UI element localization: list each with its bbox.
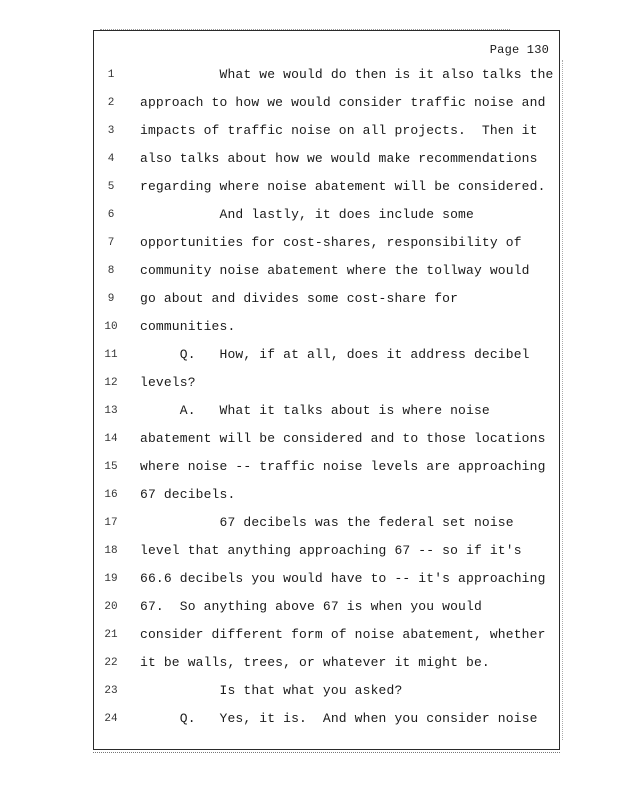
line-number: 15 <box>104 461 118 473</box>
line-text: approach to how we would consider traffic noise and <box>140 95 546 110</box>
transcript-line <box>94 456 559 484</box>
line-text: Is that what you asked? <box>140 683 403 698</box>
transcript-line <box>94 260 559 288</box>
line-number: 4 <box>107 153 115 165</box>
transcript-line <box>94 428 559 456</box>
line-number: 18 <box>104 545 118 557</box>
line-text: community noise abatement where the tollway would <box>140 263 530 278</box>
line-number: 3 <box>107 125 115 137</box>
line-number: 22 <box>104 657 118 669</box>
transcript-line <box>94 624 559 652</box>
line-text: level that anything approaching 67 -- so if it's <box>140 543 522 558</box>
line-text: A. What it talks about is where noise <box>140 403 490 418</box>
line-number: 16 <box>104 489 118 501</box>
line-text: communities. <box>140 319 236 334</box>
line-number: 24 <box>104 713 118 725</box>
line-number: 6 <box>107 209 115 221</box>
line-number: 14 <box>104 433 118 445</box>
transcript-line <box>94 512 559 540</box>
line-number: 12 <box>104 377 118 389</box>
transcript-line <box>94 176 559 204</box>
line-text: consider different form of noise abatement, whether <box>140 627 546 642</box>
line-text: 67 decibels. <box>140 487 236 502</box>
transcript-line <box>94 568 559 596</box>
line-number: 7 <box>107 237 115 249</box>
line-text: 67 decibels was the federal set noise <box>140 515 514 530</box>
transcript-line <box>94 120 559 148</box>
transcript-line <box>94 680 559 708</box>
transcript-line <box>94 652 559 680</box>
line-number: 11 <box>104 349 118 361</box>
line-number: 10 <box>104 321 118 333</box>
line-text: 67. So anything above 67 is when you would <box>140 599 482 614</box>
transcript-line <box>94 372 559 400</box>
line-number: 13 <box>104 405 118 417</box>
line-number: 20 <box>104 601 118 613</box>
line-text: 66.6 decibels you would have to -- it's approaching <box>140 571 546 586</box>
transcript-line <box>94 204 559 232</box>
line-text: abatement will be considered and to those locations <box>140 431 546 446</box>
line-text: also talks about how we would make recommendations <box>140 151 538 166</box>
line-text: Q. Yes, it is. And when you consider noise <box>140 711 538 726</box>
transcript-line <box>94 316 559 344</box>
transcript-line <box>94 540 559 568</box>
transcript-line <box>94 484 559 512</box>
transcript-line <box>94 64 559 92</box>
transcript-line <box>94 232 559 260</box>
line-text: What we would do then is it also talks the <box>140 67 554 82</box>
line-text: where noise -- traffic noise levels are approaching <box>140 459 546 474</box>
line-text: it be walls, trees, or whatever it might be. <box>140 655 490 670</box>
transcript-line <box>94 596 559 624</box>
line-number: 23 <box>104 685 118 697</box>
line-text: regarding where noise abatement will be considered. <box>140 179 546 194</box>
transcript-line <box>94 344 559 372</box>
right-margin-dots <box>562 60 563 740</box>
line-text: go about and divides some cost-share for <box>140 291 459 306</box>
page-number: Page 130 <box>489 43 549 57</box>
line-number: 21 <box>104 629 118 641</box>
transcript-line <box>94 288 559 316</box>
transcript-line <box>94 400 559 428</box>
transcript-line <box>94 708 559 736</box>
transcript-page <box>93 30 560 750</box>
line-text: levels? <box>140 375 196 390</box>
line-text: And lastly, it does include some <box>140 207 474 222</box>
line-number: 1 <box>107 69 115 81</box>
line-number: 5 <box>107 181 115 193</box>
line-text: Q. How, if at all, does it address decibel <box>140 347 530 362</box>
line-number: 17 <box>104 517 118 529</box>
line-number: 9 <box>107 293 115 305</box>
line-text: impacts of traffic noise on all projects. Then it <box>140 123 538 138</box>
line-number: 8 <box>107 265 115 277</box>
transcript-line <box>94 148 559 176</box>
transcript-line <box>94 92 559 120</box>
transcript-lines <box>94 64 559 736</box>
line-number: 2 <box>107 97 115 109</box>
line-text: opportunities for cost-shares, responsibility of <box>140 235 522 250</box>
line-number: 19 <box>104 573 118 585</box>
